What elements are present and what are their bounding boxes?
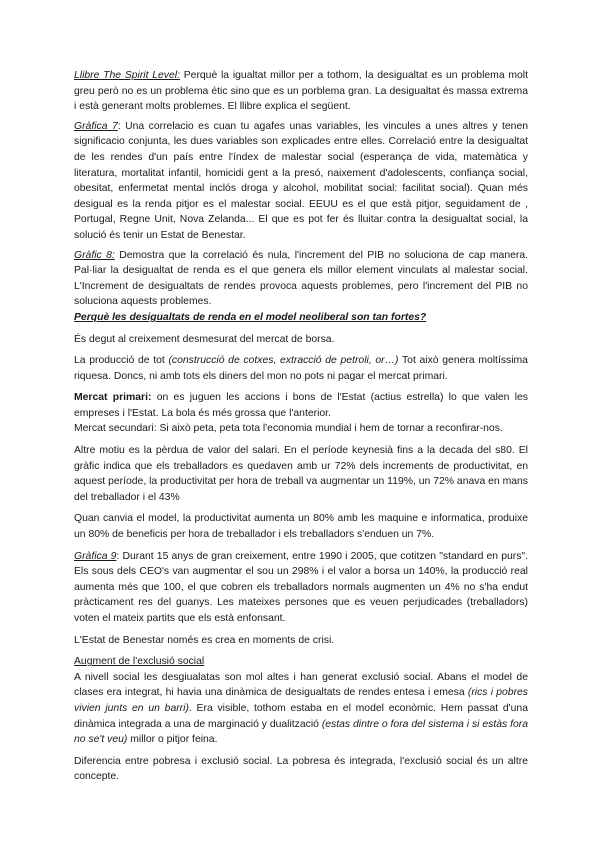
text-exclusio-b: . Era visible, tothom estaba en el model econòmic. Hem passat d'una dinàmica integrada a una de marginació y dualització (74, 702, 528, 730)
paragraph-pobresa: Diferencia entre pobresa i exclusió social. La pobresa és integrada, l'exclusió social és un altre concepte. (74, 755, 528, 783)
label-mercat-primari: Mercat primari: (74, 392, 152, 404)
text-grafic-8: Demostra que la correlació és nula, l'increment del PIB no soluciona de cap manera. Pal·liar la desigualtat de renda es el que genera els millor element vinculats al malestar social. L'Increment de desigualtats de rendes provoca aquests problemes, pero l'increment del PIB no soluciona aquests problemes. (74, 249, 529, 308)
text-produccio-b: Tot això genera moltíssima riquesa. Doncs, ni amb tots els diners del mon no pots ni pagar el mercat primari. (74, 355, 528, 382)
paragraph-canvi-model: Quan canvia el model, la productivitat aumenta un 80% amb les maquine e informatica, produixe un 80% de beneficis per hora de treballador i els treballadors s'enduen un 7%. (74, 513, 528, 541)
paragraph-grafica-7 (74, 119, 528, 244)
label-grafic-8: Gràfic 8: (74, 249, 115, 261)
paragraph-grafic-8 (74, 248, 528, 310)
document-body (74, 68, 528, 785)
paragraph-grafica-9 (74, 549, 528, 627)
section-heading-exclusio: Augment de l'exclusió social (74, 656, 205, 668)
paragraph-mercat-borsa: És degut al creixement desmesurat del mercat de borsa. (74, 333, 335, 345)
label-grafica-7: Gràfica 7 (74, 120, 118, 132)
text-grafica-9: : Durant 15 anys de gran creixement, entre 1990 i 2005, que cotitzen "standard en purs". Els sous dels CEO's van augmentar el sou un 298% i el valor a borsa un 140%, la producció real aumenta més que 100, el que cobren els treballadors normals augmenten un 4% no s'ha endut pràcticament res del guanys. Les mateixes persones que es veuen perjudicades (treballadors) voten el mateix partits que els està enfonsant. (74, 550, 528, 624)
paragraph-produccio (74, 353, 528, 384)
text-produccio-a: La producció de tot (74, 355, 169, 367)
label-grafica-9: Gràfica 9 (74, 550, 117, 562)
text-mercat-primari: on es juguen les accions i bons de l'Estat (actius estrella) lo que valen les empreses i l'Estat. La bola és més grossa que l'anterior. (74, 392, 528, 419)
text-grafica-7: : Una correlacio es cuan tu agafes unas variables, les vincules a unes altres y tenen significacio conjunta, les dues variables son explicades entre elles. Correlació entre la desigualtat de les rendes d'un país entre l'índex de malestar social (esperança de vida, matemàtica y literatura, mortalitat infantil, homicidi gent a la presó, naixement d'adolescents, confiança social, obesitat, enfermetat mental inclós droga y alcohol, mobilitat social: facilitat social). Quan més desigual es la renda pitjor es el malestar social. EEUU es el que està pitjor, seguidament de , Portugal, Regne Unit, Nova Zelanda... El que es pot fer és lluitar contra la desigualtat social, la solució és tenir un Estat de Benestar. (74, 120, 528, 241)
section-heading-desigualtats: Perquè les desigualtats de renda en el model neoliberal son tan fortes? (74, 311, 427, 323)
paragraph-valor-salari: Altre motiu es la pèrdua de valor del salari. En el període keynesià fins a la decada del s80. El gràfic indica que els treballadors es quedaven amb ur 72% dels increments de productivitat, en aquest període, la productivitat per hora de treball va augmentar un 119%, un 72% anava en mans del treballador i el 43% (74, 445, 528, 503)
paragraph-mercat-secundari: Mercat secundari: Si això peta, peta tota l'economia mundial i hem de tornar a reconfirar-nos. (74, 423, 503, 435)
label-spirit-level: Llibre The Spirit Level: (74, 70, 180, 81)
text-exclusio-italic-1: (rics i pobres vivien junts en un barri) (74, 687, 528, 714)
paragraph-spirit-level (74, 68, 528, 115)
text-exclusio-italic-2: (estas dintre o fora del sistema i si estàs fora no se't veu) (74, 718, 528, 746)
paragraph-estat-benestar: L'Estat de Benestar només es crea en moments de crisi. (74, 634, 335, 646)
paragraph-mercat-primari (74, 390, 528, 421)
text-exclusio-a: A nivell social les desgiualatas son mol altes i han generat exclusió social. Abans el model de clases era integrat, hi havia una dinàmica de desigualtats de rendes entesa i emesa (74, 671, 528, 699)
paragraph-exclusio-social (74, 670, 528, 748)
text-spirit-level: Perquè la igualtat millor per a tothom, la desigualtat es un problema molt greu però no es un problema étic sino que es un porblema gran. La desigualtat és massa extrema i està generant molts problemes. El llibre explica el següent. (74, 70, 528, 113)
text-exclusio-c: millor o pitjor feina. (127, 734, 218, 746)
text-produccio-italic: (construcció de cotxes, extracció de petroli, or…) (168, 355, 399, 367)
